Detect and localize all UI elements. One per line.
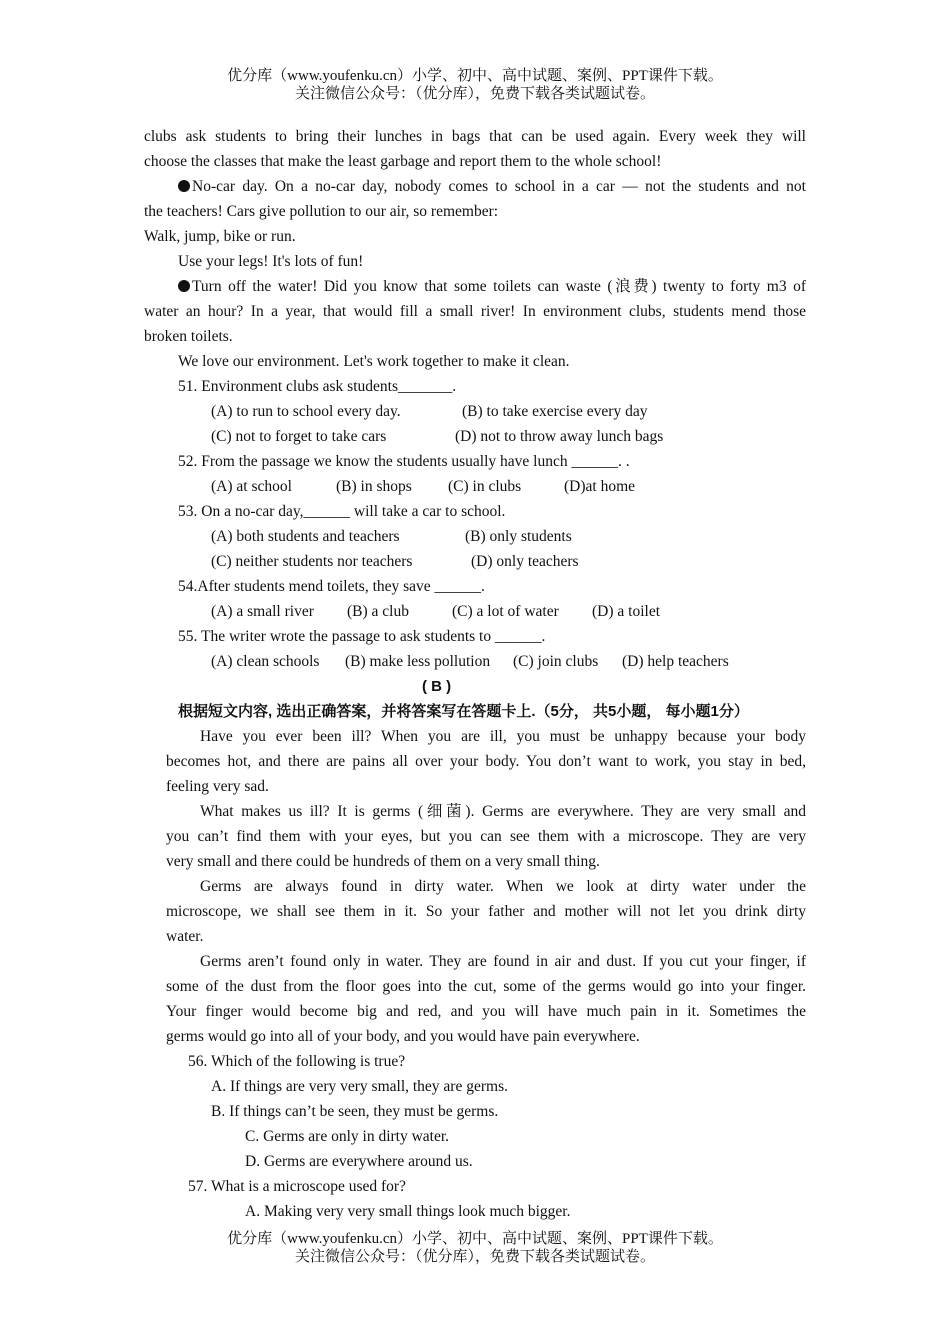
q53-option-b: (B) only students xyxy=(465,528,572,545)
footer-line-2: 关注微信公众号：（优分库），免费下载各类试题试卷。 xyxy=(294,1249,655,1265)
passage-b-p1-line-1: Have you ever been ill? When you are ill, you must be unhappy because your body xyxy=(200,728,806,745)
q51-option-a: (A) to run to school every day. xyxy=(211,403,401,420)
passage-a-line-4: the teachers! Cars give pollution to our air, so remember: xyxy=(144,203,499,220)
q55-option-d: (D) help teachers xyxy=(622,653,729,670)
q56-option-c: C. Germs are only in dirty water. xyxy=(245,1128,450,1145)
q56-option-b: B. If things can’t be seen, they must be germs. xyxy=(211,1103,499,1120)
section-b-title: ( B ) xyxy=(422,678,452,695)
passage-b-p3-line-1: Germs are always found in dirty water. When we look at dirty water under the xyxy=(200,878,806,895)
q51-option-c: (C) not to forget to take cars xyxy=(211,428,387,445)
page-header xyxy=(0,67,950,103)
q57-option-a: A. Making very very small things look much bigger. xyxy=(245,1203,571,1220)
q52-option-a: (A) at school xyxy=(211,478,292,495)
bullet-icon xyxy=(178,180,190,192)
passage-b-p4-line-1: Germs aren’t found only in water. They are found in air and dust. If you cut your finger, if xyxy=(200,953,806,970)
passage-a-line-2: choose the classes that make the least garbage and report them to the whole school! xyxy=(144,153,662,170)
q54-option-b: (B) a club xyxy=(347,603,409,620)
q55-option-b: (B) make less pollution xyxy=(345,653,491,670)
passage-a-line-10: We love our environment. Let's work together to make it clean. xyxy=(178,353,570,370)
question-53: 53. On a no-car day,______ will take a car to school. xyxy=(178,503,506,520)
q54-option-d: (D) a toilet xyxy=(592,603,661,620)
q51-option-b: (B) to take exercise every day xyxy=(462,403,648,420)
bullet-icon xyxy=(178,280,190,292)
passage-b-p1-line-2: becomes hot, and there are pains all over your body. You don’t want to work, you stay in bed, xyxy=(166,753,806,770)
question-56: 56. Which of the following is true? xyxy=(188,1053,406,1070)
q54-option-a: (A) a small river xyxy=(211,603,314,620)
passage-a-water-line: Turn off the water! Did you know that some toilets can waste (浪费) twenty to forty m3 of xyxy=(178,277,806,297)
question-55: 55. The writer wrote the passage to ask students to ______. xyxy=(178,628,546,645)
q52-option-d: (D)at home xyxy=(564,478,636,495)
passage-a-nocar-line: No-car day. On a no-car day, nobody comes to school in a car — not the students and not xyxy=(178,177,806,197)
q56-option-d: D. Germs are everywhere around us. xyxy=(245,1153,473,1170)
section-b-instruction: 根据短文内容, 选出正确答案，并将答案写在答题卡上.（5分， 共5小题， 每小题1分） xyxy=(178,703,749,720)
passage-a-line-1: clubs ask students to bring their lunches in bags that can be used again. Every week they will xyxy=(144,128,806,145)
footer-line-1: 优分库（www.youfenku.cn）小学、初中、高中试题、案例、PPT课件下载。 xyxy=(227,1231,723,1247)
q52-option-b: (B) in shops xyxy=(336,478,412,495)
q53-option-c: (C) neither students nor teachers xyxy=(211,553,413,570)
question-51: 51. Environment clubs ask students_______. xyxy=(178,378,457,395)
passage-b-p3-line-2: microscope, we shall see them in it. So your father and mother will not let you drink dirty xyxy=(166,903,806,920)
q56-option-a: A. If things are very very small, they are germs. xyxy=(211,1078,508,1095)
question-52: 52. From the passage we know the students usually have lunch ______. . xyxy=(178,453,630,470)
passage-b-p4-line-2: some of the dust from the floor goes into the cut, some of the germs would go into your finger. xyxy=(166,978,806,995)
header-line-2: 关注微信公众号：（优分库），免费下载各类试题试卷。 xyxy=(294,86,655,102)
q53-option-d: (D) only teachers xyxy=(471,553,579,570)
passage-a-line-5: Walk, jump, bike or run. xyxy=(144,228,296,245)
page-footer xyxy=(0,1230,950,1266)
q52-option-c: (C) in clubs xyxy=(448,478,522,495)
passage-b-p3-line-3: water. xyxy=(166,928,204,945)
q55-option-a: (A) clean schools xyxy=(211,653,320,670)
passage-b-p2-line-1: What makes us ill? It is germs (细菌). Germs are everywhere. They are very small and xyxy=(200,803,806,820)
question-57: 57. What is a microscope used for? xyxy=(188,1178,406,1195)
q53-option-a: (A) both students and teachers xyxy=(211,528,400,545)
q51-option-d: (D) not to throw away lunch bags xyxy=(455,428,664,445)
passage-a-line-9: broken toilets. xyxy=(144,328,233,345)
passage-a-line-8: water an hour? In a year, that would fill a small river! In environment clubs, students mend those xyxy=(144,303,806,320)
passage-a-line-6: Use your legs! It's lots of fun! xyxy=(178,253,364,270)
q54-option-c: (C) a lot of water xyxy=(452,603,559,620)
passage-b-p2-line-3: very small and there could be hundreds of them on a very small thing. xyxy=(166,853,600,870)
q55-option-c: (C) join clubs xyxy=(513,653,599,670)
header-line-1: 优分库（www.youfenku.cn）小学、初中、高中试题、案例、PPT课件下载。 xyxy=(227,68,723,84)
question-54: 54.After students mend toilets, they save ______. xyxy=(178,578,485,595)
passage-b-p4-line-4: germs would go into all of your body, and you would have pain everywhere. xyxy=(166,1028,640,1045)
passage-b-p1-line-3: feeling very sad. xyxy=(166,778,269,795)
passage-b-p2-line-2: you can’t find them with your eyes, but you can see them with a microscope. They are very xyxy=(166,828,806,845)
passage-b-p4-line-3: Your finger would become big and red, and you will have much pain in it. Sometimes the xyxy=(166,1003,806,1020)
